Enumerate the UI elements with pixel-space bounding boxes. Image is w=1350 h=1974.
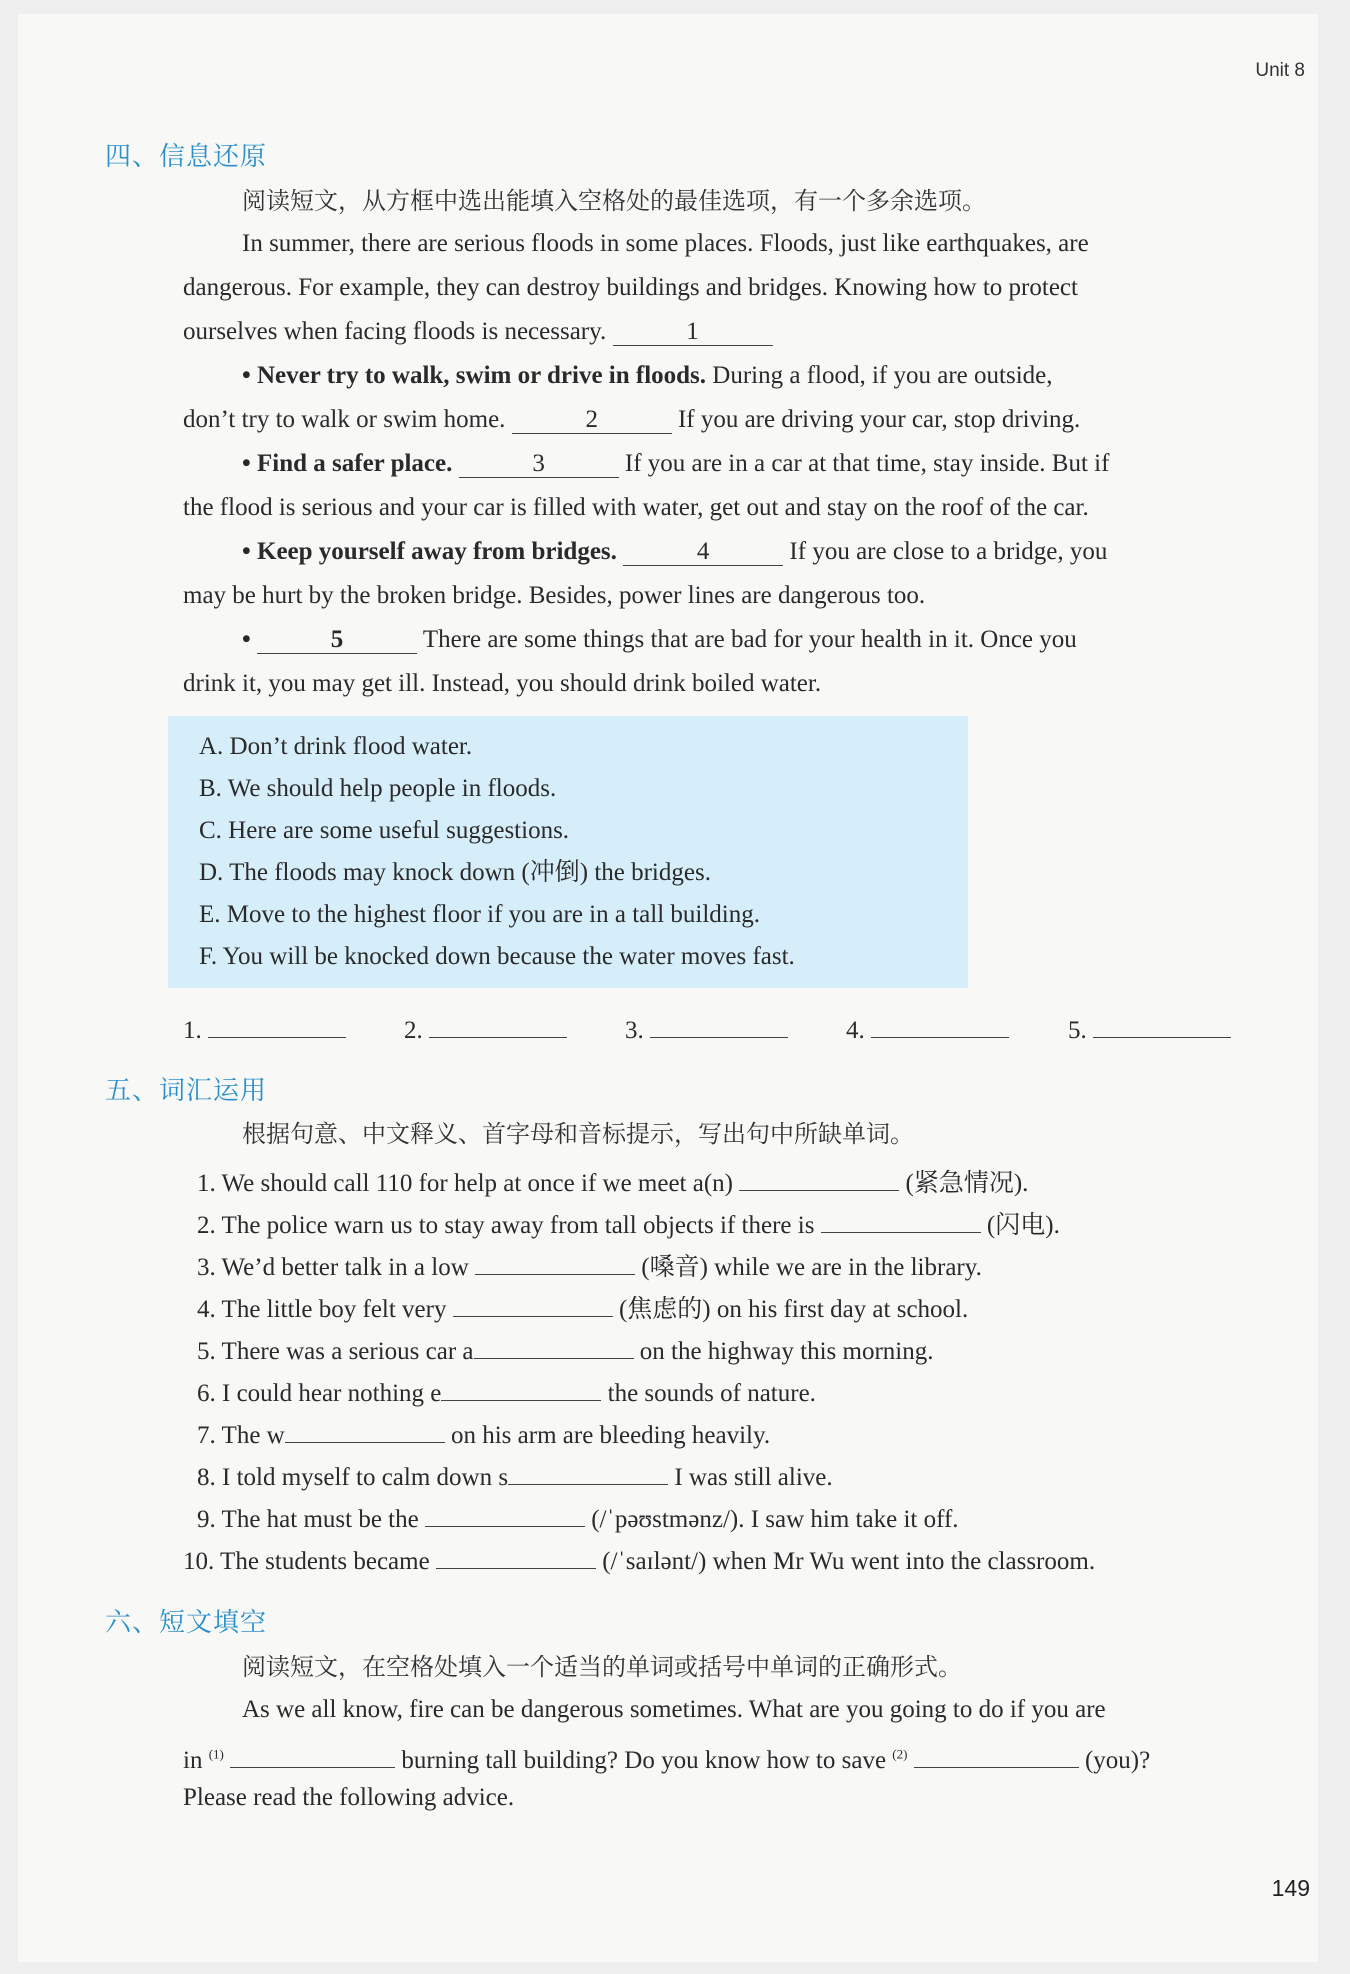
section-4-instruction: 阅读短文，从方框中选出能填入空格处的最佳选项，有一个多余选项。 xyxy=(242,187,986,215)
answer-slot-4 xyxy=(846,1007,1009,1048)
answer-blank-2[interactable]: 2 xyxy=(512,403,672,434)
tip-heading: • Find a safer place. xyxy=(242,450,453,477)
unit-label: Unit 8 xyxy=(1255,60,1305,81)
section-6-instruction: 阅读短文，在空格处填入一个适当的单词或括号中单词的正确形式。 xyxy=(242,1653,962,1681)
vocab-text: 8. I told myself to calm down s xyxy=(197,1464,509,1491)
passage-line: dangerous. For example, they can destroy buildings and bridges. Knowing how to protect xyxy=(183,274,1078,301)
section-5-instruction: 根据句意、中文释义、首字母和音标提示，写出句中所缺单词。 xyxy=(242,1120,914,1148)
vocab-text: 5. There was a serious car a xyxy=(197,1338,474,1365)
answer-blank-3[interactable]: 3 xyxy=(459,447,619,478)
answer-slot-1 xyxy=(183,1007,346,1048)
passage-line xyxy=(242,623,1077,657)
vocab-hint: (/ˈsaɪlənt/) when Mr Wu went into the classroom. xyxy=(602,1548,1096,1575)
vocab-hint: the sounds of nature. xyxy=(607,1380,816,1407)
option-f: F. You will be knocked down because the water moves fast. xyxy=(199,943,795,970)
vocab-hint: on his arm are bleeding heavily. xyxy=(450,1422,771,1449)
passage-line xyxy=(242,535,1107,569)
answer-input-1[interactable] xyxy=(208,1007,346,1038)
passage-text: During a flood, if you are outside, xyxy=(706,362,1053,389)
passage-line xyxy=(242,359,1053,393)
section-6-title: 六、短文填空 xyxy=(105,1608,268,1638)
answer-label: 5. xyxy=(1068,1017,1087,1044)
vocab-blank[interactable] xyxy=(453,1286,613,1317)
option-c: C. Here are some useful suggestions. xyxy=(199,817,570,844)
passage-text: If you are close to a bridge, you xyxy=(789,538,1108,565)
vocab-item xyxy=(197,1160,1028,1201)
passage-text: ourselves when facing floods is necessary. xyxy=(183,318,607,345)
passage-line: drink it, you may get ill. Instead, you should drink boiled water. xyxy=(183,670,822,697)
option-d: D. The floods may knock down (冲倒) the bridges. xyxy=(199,859,711,886)
vocab-hint: (焦虑的) on his first day at school. xyxy=(618,1296,969,1323)
vocab-blank[interactable] xyxy=(441,1370,601,1401)
vocab-blank[interactable] xyxy=(474,1328,634,1359)
tip-heading: • Never try to walk, swim or drive in floods. xyxy=(242,362,707,389)
answer-blank-5[interactable]: 5 xyxy=(257,623,417,654)
vocab-text: 6. I could hear nothing e xyxy=(197,1380,442,1407)
vocab-item xyxy=(183,1538,1095,1579)
fill-blank-1[interactable] xyxy=(230,1737,395,1768)
vocab-hint: (/ˈpəʊstmənz/). I saw him take it off. xyxy=(591,1506,959,1533)
vocab-text: 3. We’d better talk in a low xyxy=(197,1254,469,1281)
passage-line: the flood is serious and your car is filled with water, get out and stay on the roof of the car. xyxy=(183,494,1089,521)
section-5-title: 五、词汇运用 xyxy=(105,1076,268,1106)
section-4-title: 四、信息还原 xyxy=(105,142,268,172)
vocab-blank[interactable] xyxy=(508,1454,668,1485)
passage-line xyxy=(242,447,1109,481)
vocab-item xyxy=(197,1454,833,1495)
answer-label: 1. xyxy=(183,1017,202,1044)
vocab-item xyxy=(197,1412,770,1453)
answer-label: 2. xyxy=(404,1017,423,1044)
answer-input-3[interactable] xyxy=(650,1007,788,1038)
passage-line xyxy=(183,1737,1150,1778)
vocab-blank[interactable] xyxy=(475,1244,635,1275)
vocab-hint: (闪电). xyxy=(986,1212,1060,1239)
answer-slot-5 xyxy=(1068,1007,1231,1048)
vocab-text: 4. The little boy felt very xyxy=(197,1296,447,1323)
passage-line: As we all know, fire can be dangerous sometimes. What are you going to do if you are xyxy=(242,1696,1106,1723)
vocab-text: 1. We should call 110 for help at once if we meet a(n) xyxy=(197,1170,733,1197)
vocab-item xyxy=(197,1286,968,1327)
answer-input-4[interactable] xyxy=(871,1007,1009,1038)
answer-input-2[interactable] xyxy=(429,1007,567,1038)
answer-label: 4. xyxy=(846,1017,865,1044)
answer-slot-2 xyxy=(404,1007,567,1048)
vocab-text: 9. The hat must be the xyxy=(197,1506,419,1533)
vocab-text: 7. The w xyxy=(197,1422,285,1449)
vocab-item xyxy=(197,1328,934,1369)
passage-line xyxy=(183,315,773,349)
option-b: B. We should help people in floods. xyxy=(199,775,557,802)
answer-label: 3. xyxy=(625,1017,644,1044)
bullet: • xyxy=(242,626,251,653)
vocab-blank[interactable] xyxy=(425,1496,585,1527)
passage-line: In summer, there are serious floods in some places. Floods, just like earthquakes, are xyxy=(242,230,1089,257)
vocab-hint: on the highway this morning. xyxy=(639,1338,934,1365)
passage-text: burning tall building? Do you know how to save xyxy=(401,1747,887,1774)
option-a: A. Don’t drink flood water. xyxy=(199,733,473,760)
blank-number: (2) xyxy=(892,1746,908,1762)
passage-text: don’t try to walk or swim home. xyxy=(183,406,506,433)
vocab-hint: (紧急情况). xyxy=(905,1170,1029,1197)
vocab-text: 2. The police warn us to stay away from tall objects if there is xyxy=(197,1212,815,1239)
blank-number: (1) xyxy=(208,1746,224,1762)
vocab-item xyxy=(197,1244,982,1285)
passage-line xyxy=(183,403,1080,437)
passage-text: There are some things that are bad for your health in it. Once you xyxy=(422,626,1077,653)
passage-text: in xyxy=(183,1747,203,1774)
vocab-hint: I was still alive. xyxy=(674,1464,833,1491)
passage-text: (you)? xyxy=(1084,1747,1151,1774)
vocab-blank[interactable] xyxy=(821,1202,981,1233)
passage-text: If you are in a car at that time, stay inside. But if xyxy=(624,450,1110,477)
passage-line: may be hurt by the broken bridge. Besides, power lines are dangerous too. xyxy=(183,582,926,609)
vocab-blank[interactable] xyxy=(436,1538,596,1569)
page-number: 149 xyxy=(1271,1875,1310,1901)
vocab-item xyxy=(197,1496,959,1537)
answer-blank-4[interactable]: 4 xyxy=(623,535,783,566)
passage-text: If you are driving your car, stop driving. xyxy=(677,406,1081,433)
vocab-text: 10. The students became xyxy=(183,1548,430,1575)
answer-input-5[interactable] xyxy=(1093,1007,1231,1038)
vocab-hint: (嗓音) while we are in the library. xyxy=(641,1254,982,1281)
option-e: E. Move to the highest floor if you are in a tall building. xyxy=(199,901,760,928)
tip-heading: • Keep yourself away from bridges. xyxy=(242,538,617,565)
vocab-blank[interactable] xyxy=(285,1412,445,1443)
answer-blank-1[interactable]: 1 xyxy=(613,315,773,346)
vocab-item xyxy=(197,1370,816,1411)
answer-slot-3 xyxy=(625,1007,788,1048)
passage-line: Please read the following advice. xyxy=(183,1784,515,1811)
fill-blank-2[interactable] xyxy=(914,1737,1079,1768)
vocab-blank[interactable] xyxy=(739,1160,899,1191)
vocab-item xyxy=(197,1202,1060,1243)
